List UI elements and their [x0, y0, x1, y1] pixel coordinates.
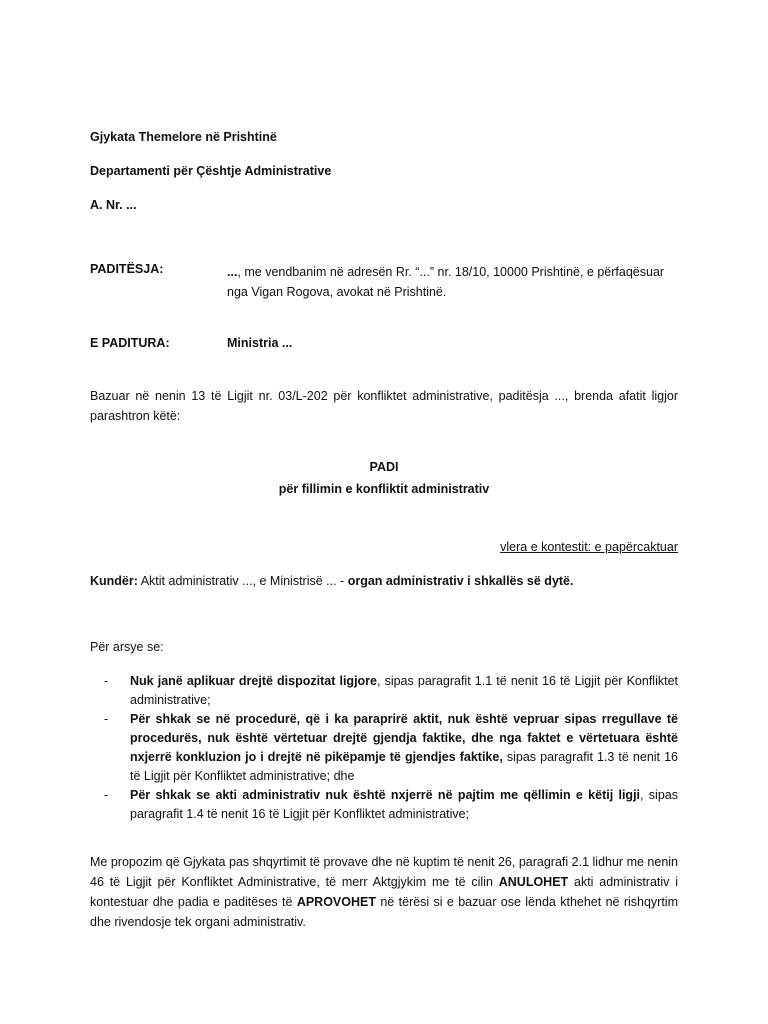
reason-bold: Për shkak se në procedurë, që i ka paraprirë aktit, nuk është vepruar sipas rregullave të procedurës, nuk është vërtetuar drejtë gjendja faktike, dhe nga faktet e vërtetuara është nxjerrë konkluzion jo i drejtë në pikëpamje të gjendjes faktike,: [130, 712, 678, 764]
intro-line-1: Bazuar në nenin 13 të Ligjit nr. 03/L-202 për konfliktet administrative, paditësja ..., brenda afatit ligjor: [90, 389, 678, 403]
approve-keyword: APROVOHET: [296, 895, 376, 909]
proposal-text-1: Me propozim që Gjykata pas shqyrtimit të provave dhe në kuptim të nenit 26, paragrafi 2.1 lidhur me nenin 46 të Ligjit për Konfliktet Administrative, të merr Aktgjykim me të cilin: [90, 855, 678, 889]
list-item: [90, 786, 678, 824]
reason-text: , sipas paragrafit 1.1 të nenit 16 të Ligjit për Konfliktet administrative;: [130, 674, 678, 707]
department-name: Departamenti për Çështje Administrative: [90, 164, 332, 178]
reason-text: , sipas paragrafit 1.4 të nenit 16 të Ligjit për Konfliktet administrative;: [130, 788, 678, 821]
reason-bold: Nuk janë aplikuar drejtë dispozitat ligjore: [130, 674, 377, 688]
reason-text: sipas paragrafit 1.3 të nenit 16 të Ligjit për Konfliktet administrative; dhe: [130, 750, 678, 783]
document-page: [90, 0, 678, 1024]
list-item: [90, 672, 678, 710]
court-name: Gjykata Themelore në Prishtinë: [90, 130, 277, 144]
dispute-value: vlera e kontestit: e papërcaktuar: [500, 540, 678, 554]
plaintiff-representative: nga Vigan Rogova, avokat në Prishtinë.: [227, 285, 447, 299]
defendant-name: Ministria ...: [227, 336, 293, 350]
reasons-list: [90, 672, 678, 824]
plaintiff-address: , me vendbanim në adresën Rr. “...” nr. 18/10, 10000 Prishtinë, e përfaqësuar: [237, 265, 665, 279]
document-subtitle: për fillimin e konfliktit administrativ: [278, 482, 490, 496]
reasons-intro: Për arsye se:: [90, 640, 164, 654]
document-title: PADI: [369, 460, 399, 474]
defendant-block: [90, 336, 678, 356]
against-organ: organ administrativ i shkallës së dytë.: [347, 574, 574, 588]
plaintiff-name: ...: [227, 265, 238, 279]
list-dash: -: [104, 712, 109, 726]
intro-paragraph: [90, 386, 678, 426]
proposal-text-2: akti administrativ i kontestuar dhe padia e paditëses të: [90, 875, 679, 909]
against-text: Aktit administrativ ..., e Ministrisë ... -: [137, 574, 348, 588]
case-number: A. Nr. ...: [90, 198, 137, 212]
list-dash: -: [104, 788, 109, 802]
list-item: [90, 710, 678, 786]
annul-keyword: ANULOHET: [498, 875, 569, 889]
proposal-paragraph: [90, 852, 678, 932]
plaintiff-label: PADITËSJA:: [90, 262, 164, 276]
intro-line-2: parashtron këtë:: [90, 409, 181, 423]
plaintiff-block: [90, 262, 678, 306]
against-line: [90, 574, 678, 588]
list-dash: -: [104, 674, 109, 688]
plaintiff-details: [227, 262, 678, 302]
against-label: Kundër:: [90, 574, 138, 588]
proposal-text-3: në tërësi si e bazuar ose lënda kthehet në rishqyrtim dhe rivendosje tek organi administrativ.: [90, 895, 678, 929]
defendant-label: E PADITURA:: [90, 336, 170, 350]
reason-bold: Për shkak se akti administrativ nuk është nxjerrë në pajtim me qëllimin e këtij ligji: [130, 788, 641, 802]
